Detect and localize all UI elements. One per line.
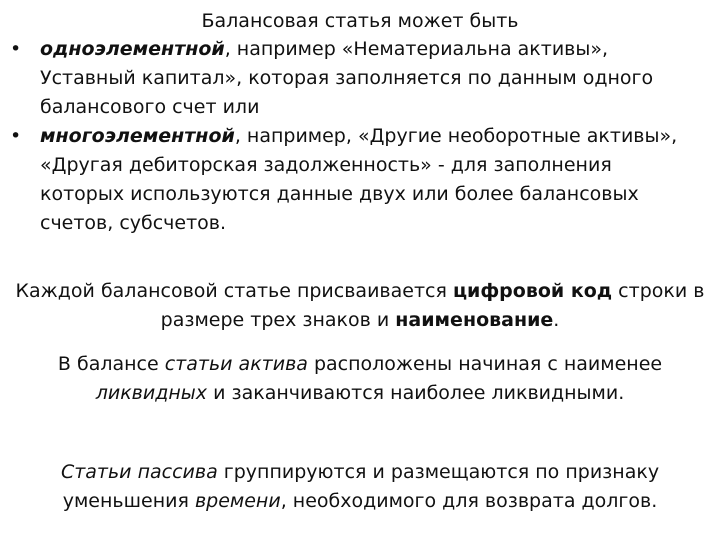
paragraph-liabilities — [0, 458, 720, 516]
text-segment: группируются и размещаются по признаку уменьшения — [62, 461, 660, 512]
text-segment: строки в размере трех знаков и — [160, 280, 705, 331]
emphasis-liquid: ликвидных — [95, 382, 208, 404]
bullet-icon: • — [10, 38, 22, 60]
emphasis-assets: статьи актива — [164, 353, 308, 375]
emphasis-liabilities: Статьи пассива — [60, 461, 218, 483]
emphasis-name: наименование — [395, 309, 554, 331]
paragraph-code — [0, 277, 720, 335]
text-segment: и заканчиваются наиболее ликвидными. — [207, 382, 625, 404]
bullet-term: одноэлементной — [40, 38, 225, 60]
list-item — [0, 122, 720, 238]
emphasis-time: времени — [194, 490, 281, 512]
paragraph-assets — [0, 350, 720, 408]
bullet-text: , например «Нематериальна активы», Уставный капитал», которая заполняется по данным одного балансового счет или — [40, 38, 654, 118]
bullet-text: , например, «Другие необоротные активы», «Другая дебиторская задолженность» - для заполнения которых используются данные двух или более балансовых счетов, субсчетов. — [40, 125, 678, 234]
bullet-term: многоэлементной — [40, 125, 235, 147]
text-segment: расположены начиная с наименее — [307, 353, 663, 375]
list-item — [0, 35, 720, 122]
text-segment: Каждой балансовой статье присваивается — [15, 280, 453, 302]
slide-title: Балансовая статья может быть — [201, 10, 519, 32]
emphasis-code: цифровой код — [452, 280, 613, 302]
bullet-icon: • — [10, 125, 22, 147]
text-segment: В балансе — [57, 353, 165, 375]
text-segment: . — [553, 309, 560, 331]
bullet-list — [0, 35, 720, 238]
text-segment: , необходимого для возврата долгов. — [280, 490, 658, 512]
